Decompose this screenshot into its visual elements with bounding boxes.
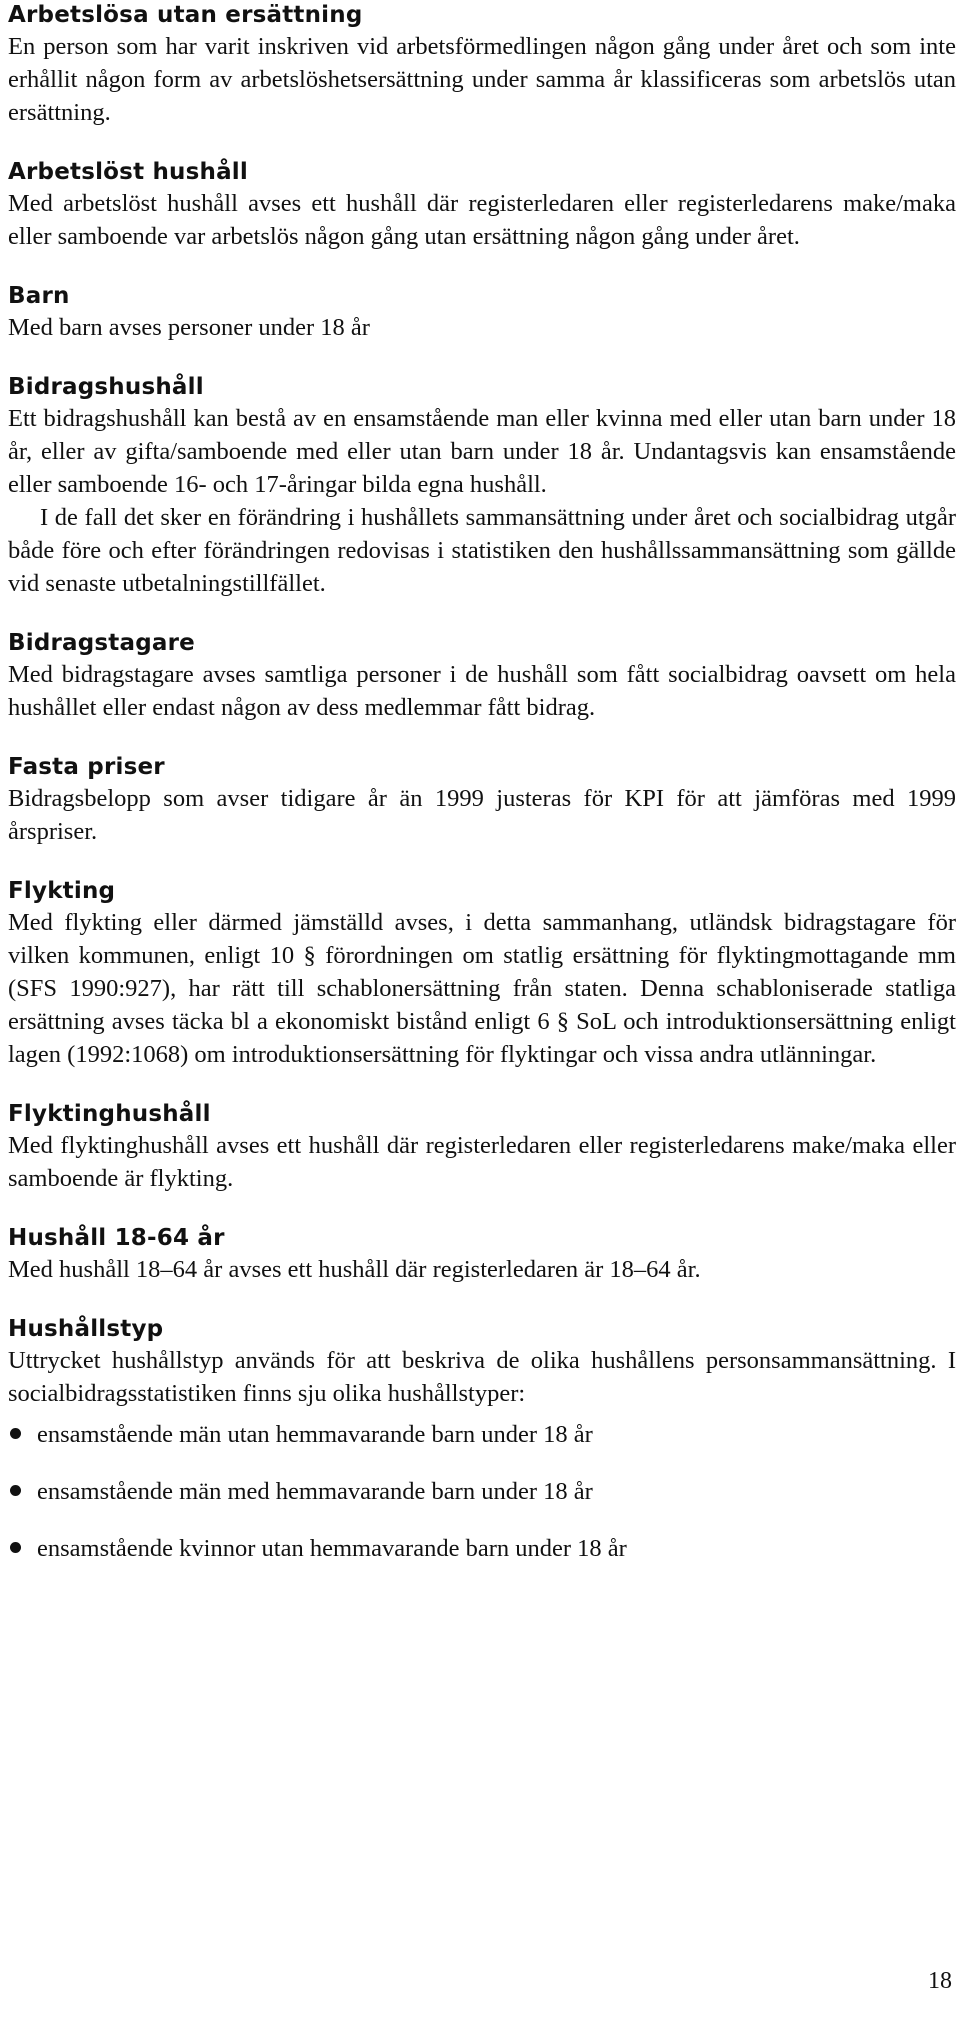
list-item xyxy=(8,1475,956,1508)
bullet-icon xyxy=(10,1485,21,1496)
section-heading: Bidragstagare xyxy=(8,630,195,656)
page-number: 18 xyxy=(928,1968,952,1994)
section-heading: Fasta priser xyxy=(8,754,165,780)
section-paragraph: Bidragsbelopp som avser tidigare år än 1999 justeras för KPI för att jämföras med 1999 årspriser. xyxy=(8,785,956,845)
section-heading: Hushållstyp xyxy=(8,1316,164,1342)
section-paragraph: Med hushåll 18–64 år avses ett hushåll där registerledaren är 18–64 år. xyxy=(8,1256,701,1283)
section-heading: Arbetslöst hushåll xyxy=(8,159,248,185)
list-item-text: ensamstående män med hemmavarande barn under 18 år xyxy=(37,1478,593,1505)
section-fasta-priser xyxy=(8,752,956,848)
list-item xyxy=(8,1418,956,1451)
bullet-icon xyxy=(10,1542,21,1553)
section-heading: Bidragshushåll xyxy=(8,374,204,400)
section-gap xyxy=(8,848,956,876)
section-gap xyxy=(8,724,956,752)
list-item xyxy=(8,1532,956,1565)
section-gap xyxy=(8,1195,956,1223)
section-paragraph: I de fall det sker en förändring i hushållets sammansättning under året och socialbidrag utgår både före och efter förändringen redovisas i statistiken den hushållssammansättning som gällde vid senaste utbetalningstillfället. xyxy=(8,504,956,597)
section-flykting xyxy=(8,876,956,1071)
section-heading: Barn xyxy=(8,283,70,309)
section-paragraph: Med bidragstagare avses samtliga personer i de hushåll som fått socialbidrag oavsett om hela hushållet eller endast någon av dess medlemmar fått bidrag. xyxy=(8,661,956,721)
list-item-text: ensamstående män utan hemmavarande barn under 18 år xyxy=(37,1421,593,1448)
section-gap xyxy=(8,344,956,372)
section-bidragstagare xyxy=(8,628,956,724)
section-paragraph: Med arbetslöst hushåll avses ett hushåll där registerledaren eller registerledarens make/maka eller samboende var arbetslös någon gång utan ersättning någon gång under året. xyxy=(8,190,956,250)
section-heading: Flykting xyxy=(8,878,116,904)
section-arbetslosa-utan-ersattning xyxy=(8,0,956,129)
list-item-text: ensamstående kvinnor utan hemmavarande barn under 18 år xyxy=(37,1535,627,1562)
household-type-list xyxy=(8,1418,956,1565)
section-paragraph: Med flyktinghushåll avses ett hushåll där registerledaren eller registerledarens make/maka eller samboende är flykting. xyxy=(8,1132,956,1192)
section-hushallstyp xyxy=(8,1314,956,1565)
section-heading: Hushåll 18-64 år xyxy=(8,1225,225,1251)
section-paragraph: Med barn avses personer under 18 år xyxy=(8,314,370,341)
section-arbetslost-hushall xyxy=(8,157,956,253)
section-bidragshushall xyxy=(8,372,956,600)
section-flyktinghushall xyxy=(8,1099,956,1195)
section-paragraph: Uttrycket hushållstyp används för att beskriva de olika hushållens personsammansättning. I socialbidragsstatistiken finns sju olika hushållstyper: xyxy=(8,1347,956,1407)
section-paragraph: Ett bidragshushåll kan bestå av en ensamstående man eller kvinna med eller utan barn under 18 år, eller av gifta/samboende med eller utan barn under 18 år. Undantagsvis kan ensamstående eller samboende 16- och 17-åringar bilda egna hushåll. xyxy=(8,405,956,498)
section-gap xyxy=(8,600,956,628)
section-gap xyxy=(8,129,956,157)
section-hushall-18-64 xyxy=(8,1223,956,1286)
section-heading: Flyktinghushåll xyxy=(8,1101,211,1127)
section-gap xyxy=(8,1071,956,1099)
bullet-icon xyxy=(10,1428,21,1439)
section-heading: Arbetslösa utan ersättning xyxy=(8,2,363,28)
section-gap xyxy=(8,253,956,281)
document-page xyxy=(8,0,956,1589)
section-paragraph: En person som har varit inskriven vid arbetsförmedlingen någon gång under året och som inte erhållit någon form av arbetslöshetsersättning under samma år klassificeras som arbetslös utan ersättning. xyxy=(8,33,956,126)
section-paragraph: Med flykting eller därmed jämställd avses, i detta sammanhang, utländsk bidragstagare för vilken kommunen, enligt 10 § förordningen om statlig ersättning för flyktingmottagande mm (SFS 1990:927), har rätt till schablonersättning från staten. Denna schabloniserade statliga ersättning avses täcka bl a ekonomiskt bistånd enligt 6 § SoL och introduktionsersättning enligt lagen (1992:1068) om introduktionsersättning för flyktingar och vissa andra utlänningar. xyxy=(8,909,956,1068)
section-barn xyxy=(8,281,956,344)
section-gap xyxy=(8,1286,956,1314)
